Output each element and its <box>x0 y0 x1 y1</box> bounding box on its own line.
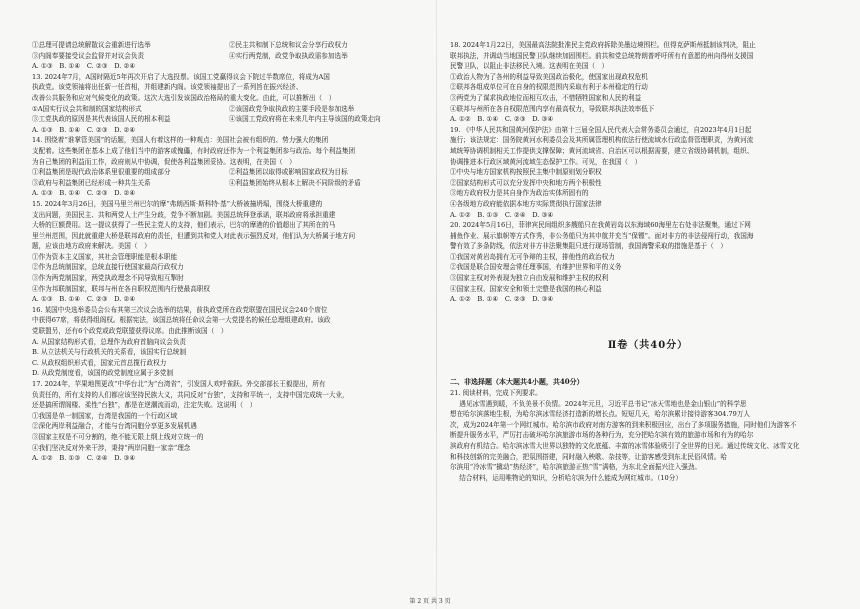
q16-stem-1: 16. 某国中央选举委员会公布其第三次议会选举的结果，前执政党所在政党联盟在国民议会240个席位 <box>32 305 328 314</box>
q15-stem-2: 支出问题，美国民主、共和两党人士产生分歧，党争不断加剧。美国总统拜登承诺，联邦政府将承担重建 <box>32 210 336 219</box>
q12-options-b <box>32 51 426 62</box>
q20-option-2: ②我国是联合国安理会常任理事国，有维护世界和平的义务 <box>450 263 622 272</box>
q17-stem-2: 负责任的，所有支持的人们都应该坚持民族大义，共同反对“台独”，支持和平统一，支持中国完成统一大业， <box>32 390 349 399</box>
q21-material-6: 和科技创新的完美融合，把氛围搭建，同时融入秧歌、杂技等，让游客感受到东北民俗风情。哈 <box>450 452 727 461</box>
q13-option-2: ②该国政党争取执政的主要手段是参加选举 <box>229 104 355 113</box>
right-column <box>450 40 846 483</box>
q15-stem-1: 15. 2024年3月26日，美国马里兰州巴尔的摩“弗朗西斯·斯科特·基”大桥被撞坍塌，围绕大桥重建的 <box>32 199 323 208</box>
q18-answers: A. ①② B. ①④ C. ②③ D. ③④ <box>450 115 554 124</box>
q12-option-4: ④实行两党制，政党争取执政需参加选举 <box>229 51 348 60</box>
q21-material-7: 尔滨用“冷冰雪”撬动“热经济”，哈尔滨旅游正热“雪”满格，为东北全面振兴注入强劲。 <box>450 463 702 472</box>
q18-option-1: ①政治人物为了各州的利益导致美国政治极化，使国家出现政权危机 <box>450 72 648 81</box>
q13-option-1: ①A国实行议会共和制的国家结构形式 <box>32 104 142 113</box>
q14-options-a <box>32 167 426 178</box>
q21-material-4: 断提升服务水平，严厉打击破坏哈尔滨旅游市场的各种行为，充分把哈尔滨有效的旅游市场和有为的哈尔 <box>450 431 754 440</box>
q15-stem-3: 大桥的巨额费用。这一提议获得了一些民主党人的支持，他们表示，巴尔的摩港的价值超出了其所在的马 <box>32 221 336 230</box>
q18-stem-3: 民警卫队，以阻止非法移民入境。这表明在美国（ ） <box>450 62 609 71</box>
q18-stem-1: 18. 2024年1月22日，美国最高法院批准民主党政府拆除美墨边境围栏。但得克萨斯州抵制该判决，阻止 <box>450 41 756 49</box>
q15-option-4: ④作为邦联制国家，联邦与州在各自职权范围内行使最高职权 <box>32 284 211 293</box>
q21-material-5: 滨政府有机结合。哈尔滨冰雪大世界以独特的文化底蕴、丰富的冰雪体验吸引了全世界的目光。通过传统文化、冰雪文化 <box>450 442 800 450</box>
q14-option-1: ①利益集团是现代政治体系里很重要的组成部分 <box>32 168 171 177</box>
q15-stem-4: 里兰州范围，因此就重建大桥是联邦政府的责任，但遭到共和党人对此表示强烈反对，他们认为大桥属于地方问 <box>32 231 356 240</box>
q12-option-3: ③内阁奉要接受议会监督并对议会负责 <box>32 51 145 60</box>
q14-option-4: ④利益集团始终从根本上解决不同阶级的矛盾 <box>229 178 361 187</box>
q19-option-2: ②国家结构形式可以充分发挥中央和地方两个积极性 <box>450 178 602 187</box>
q16-option-a: A. 从国家结构形式看，总理作为政府首脑向议会负责 <box>32 337 187 346</box>
q13-stem-2: 执政党。该党领袖将出任新一任首相，并组建新内阁。该党领袖提出了一系列旨在振兴经济、 <box>32 83 303 92</box>
q20-stem-1: 20. 2024年5月16日，菲律宾民间组织多艘船只在我黄岩岛以东海域60海里左右处非法聚集，通过下网 <box>450 221 751 230</box>
page-number: 第 2 页 共 3 页 <box>409 598 451 605</box>
q14-stem-3: 为自己集团的利益而工作，政府则从中协调，促使各利益集团妥协。这表明，在美国（ ） <box>32 157 296 166</box>
q19-stem-1: 19. 《中华人民共和国黄河保护法》由第十三届全国人民代表大会常务委员会通过，自2023年4月1日起 <box>450 125 752 134</box>
q18-option-2: ②联邦各组成单位可在自身的权限范围内采取有利于本州稳定的行动 <box>450 83 648 92</box>
left-column <box>32 40 426 464</box>
q12-option-2: ②民主共和制下总统和议会分享行政权力 <box>229 41 348 49</box>
q21-question: 结合材料，运用唯物论的知识，分析哈尔滨为什么能成为网红城市。（10分） <box>459 473 682 482</box>
q15-option-2: ②作为总统制国家，总统直接行使国家最高行政权力 <box>32 263 184 272</box>
q13-stem-3: 改善公共服务和应对气候变化的政策。这次大选引发该国政治格局的重大变化。由此，可以推断出（ ） <box>32 93 336 102</box>
part2-heading: 二、非选择题（本大题共4小题，共40分） <box>450 377 584 387</box>
q14-option-2: ②利益集团以取得或影响国家政权为目标 <box>229 168 348 177</box>
q21-stem-1: 21. 阅读材料，完成下列要求。 <box>450 389 542 398</box>
q17-answers: A. ①② B. ①③ C. ②④ D. ③④ <box>32 454 136 463</box>
q19-option-1: ①中央与地方国家机构按照民主集中制原则划分职权 <box>450 168 602 177</box>
q16-stem-2: 中获得67席，将获得组阁权。根据宪法，该国总统将任命议会第一大党提名的候任总理组建政府。该政 <box>32 316 331 325</box>
q19-option-4: ④各级地方政府能依据本地方实际贯彻执行国家法律 <box>450 199 602 208</box>
q18-option-4: ④联邦与州所在各自权限范围内享有最高权力，导致联邦执法效率低下 <box>450 104 655 113</box>
q15-answers: A. ①③ B. ①④ C. ②③ D. ②④ <box>32 295 136 304</box>
q18-stem-2: 联邦执法，并调动当地国民警卫队继续加固围栏。前共和党总统特朗普呼吁所有有意愿的州向得州支援国 <box>450 51 754 60</box>
q16-option-d: D. 从政党制度看，该国的政党制度应属于多党制 <box>32 369 174 378</box>
q17-option-3: ③国家主权是不可分割的，绝不能无限上纲上线对立统一的 <box>32 432 204 441</box>
q19-answers: A. ①② B. ①③ C. ②④ D. ③④ <box>450 210 554 219</box>
q20-stem-2: 捕鱼作业、展示旗帜等方式作秀，非公务船只为其申航并充当“保镖”。面对非方的非法侵闯行动，我国海 <box>450 231 754 240</box>
q21-material-2: 想在哈尔滨落地生根，为哈尔滨冰雪经济打造新的增长点。短短几天，哈尔滨累计接待游客304.79万人 <box>450 410 751 419</box>
q21-material-1: 遇见冰雪遇到暖，不负美景不负情。2024年元旦，习近平总书记“冰天雪地也是金山银山”的科学思 <box>459 399 747 408</box>
q16-option-b: B. 从立法机关与行政机关的关系看，该国实行总统制 <box>32 348 187 357</box>
q20-answers: A. ①② B. ①④ C. ②③ D. ③④ <box>450 295 554 304</box>
q15-option-1: ①作为资本主义国家，其社会管理职能是根本职能 <box>32 252 178 261</box>
q13-options-a <box>32 104 426 115</box>
q18-option-3: ③两党为了谋求执政地位而相互攻击，不惜牺牲国家和人民的利益 <box>450 93 642 102</box>
q15-option-3: ③作为两党制国家，两党执政理念不同导致相互掣肘 <box>32 274 184 283</box>
q20-stem-3: 警有效了多条防线，依法对非方非法聚集阻只进行现场管制，我国海警采取的措施是基于（ ） <box>450 242 727 251</box>
q19-stem-4: 协调推进本行政区域黄河流域生态保护工作。可见，在我国（ ） <box>450 157 642 166</box>
q16-stem-3: 党联盟另，还有6个政党或政党联盟获得议席。由此推断该国（ ） <box>32 327 228 336</box>
q13-option-3: ③工党执政的原因是其代表该国人民的根本利益 <box>32 115 171 124</box>
q13-answers: A. ①③ B. ①④ C. ②③ D. ②④ <box>32 125 136 134</box>
q21-material-3: 次，成为2024年第一个网红城市。哈尔滨市政府对南方游客的到来积极回应，出台了多项服务措施，同时他们为游客不 <box>450 420 797 429</box>
q12-options-a <box>32 40 426 51</box>
q20-option-3: ③国家主权对外表现为独立自由发展和维护主权的权利 <box>450 274 609 283</box>
q14-stem-2: 支配着。这些集团在基本上成了他们当中的游客或傀儡，有时政府还作为一个利益集团参与政治。每个利益集团 <box>32 146 356 155</box>
q20-option-4: ④国家主权、国家安全和领土完整是我国的核心利益 <box>450 284 602 293</box>
q17-stem-3: 还是搞所谓阁楼、柔性“台独”，都是在逆潮流而动，注定失败。这说明（ ） <box>32 401 257 410</box>
q14-stem-1: 14. 围绕着“谁掌管美国”的话题，美国人有着这样的一种观点：美国社会被有组织的、势力强大的集团 <box>32 136 329 145</box>
q14-answers: A. ①③ B. ①④ C. ②③ D. ②④ <box>32 189 136 198</box>
q13-option-4: ④该国工党政府将在未来几年内主导该国的政策走向 <box>229 115 381 124</box>
q14-options-b <box>32 178 426 189</box>
q17-stem-1: 17. 2024年，苹果地图更改“中华台北”为“台湾省”，引发国人欢呼雀跃。外交部部长王毅提出，所有 <box>32 380 326 388</box>
q14-option-3: ③政府与利益集团已经形成一种共生关系 <box>32 178 151 187</box>
q19-stem-3: 域统筹协调机制相关工作提供支撑保障；黄河流域省、自治区可以根据需要，建立省级协调机制，组织、 <box>450 146 754 155</box>
q16-option-c: C. 从政权组织形式看，国家元首总揽行政权力 <box>32 358 167 367</box>
q17-option-4: ④我们坚决反对外来干涉，秉持“两岸同胞一家亲”理念 <box>32 443 191 452</box>
q17-option-2: ②深化两岸利益融合，才能与台湾同胞分享更多发展机遇 <box>32 422 197 431</box>
q12-answers: A. ①③ B. ①④ C. ②③ D. ②④ <box>32 62 136 71</box>
section-title: Ⅱ卷（共40分） <box>607 339 689 351</box>
q13-options-b <box>32 114 426 125</box>
q12-option-1: ①总理可提请总统解散议会重新进行选举 <box>32 41 151 49</box>
q19-stem-2: 施行；该法规定：国务院黄河水利委员会及其所属管理机构依法行使流域水行政监督管理职责，为黄河流 <box>450 136 754 145</box>
page-fold-line <box>436 0 437 609</box>
q19-option-3: ③地方政府权力是其自身作为政治实体所固有的 <box>450 189 589 198</box>
q20-option-1: ①我国对黄岩岛拥有无可争辩的主权，排他性的政治权力 <box>450 252 615 261</box>
q17-option-1: ①我国是单一制国家，台湾是我国的一个行政区域 <box>32 411 178 420</box>
q15-stem-5: 题，应该由地方政府来解决。美国（ ） <box>32 242 151 251</box>
q13-stem-1: 13. 2024年7月，A国时隔近5年再次开启了大选投票。该国工党赢得议会下院过半数席位，将成为A国 <box>32 72 330 81</box>
